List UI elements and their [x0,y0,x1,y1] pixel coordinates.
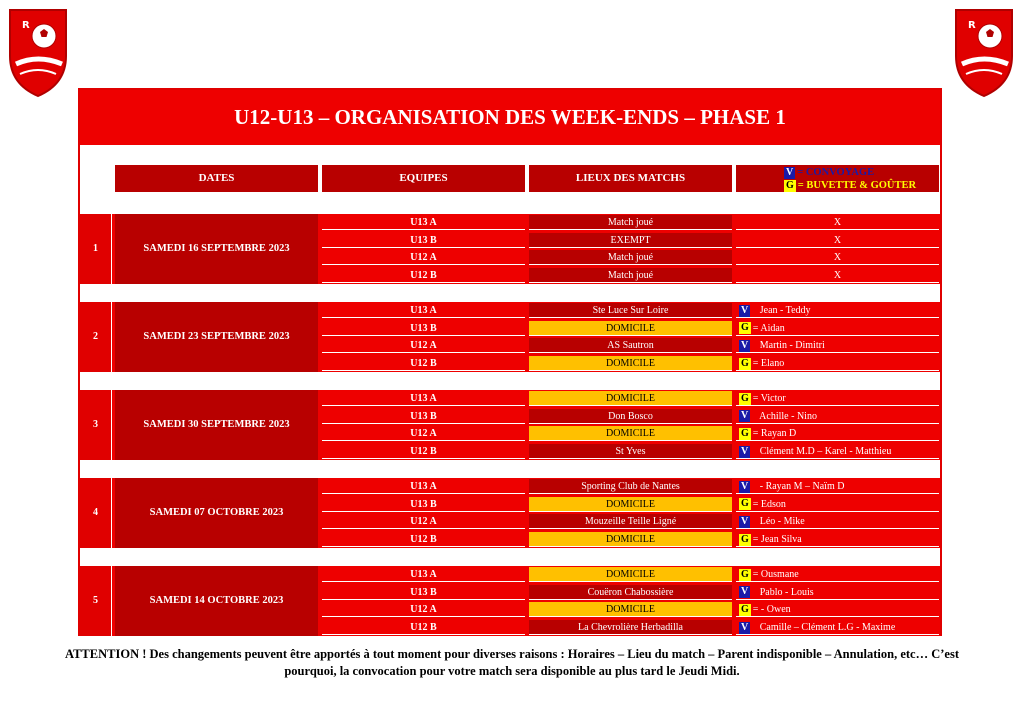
match-location-cell: La Chevrolière Herbadilla [529,620,732,635]
team-cell: U12 B [322,268,525,283]
match-location-cell: DOMICILE [529,356,732,371]
v-badge: V [741,445,749,457]
assignment-cell [736,303,939,318]
attention-note: ATTENTION ! Des changements peuvent être apportés à tout moment pour diverses raisons : Horaires – Lieu du match – Parent indisponible – Annulation, etc… C’est pourquoi, la convocation pour votre match sera disponible au plus tard le Jeudi Midi. [65,647,959,678]
weekend-date: SAMEDI 30 SEPTEMBRE 2023 [115,390,318,460]
assignment-cell [736,444,939,459]
assignment-cell [736,602,939,617]
legend-convoyage [784,166,939,179]
weekend-date: SAMEDI 23 SEPTEMBRE 2023 [115,302,318,372]
team-cell: U13 B [322,585,525,600]
match-location-cell: Sporting Club de Nantes [529,479,732,494]
assignment-cell [736,479,939,494]
v-badge: V [741,480,749,492]
page-title: U12-U13 – ORGANISATION DES WEEK-ENDS – PHASE 1 [80,90,940,146]
weekend-date: SAMEDI 16 SEPTEMBRE 2023 [115,214,318,284]
assignment-text: Achille - Nino [752,410,817,422]
team-cell: U12 A [322,250,525,265]
v-badge: V [741,304,749,316]
g-badge: G [741,498,749,510]
weekend-number: 1 [80,214,112,284]
team-cell: U12 A [322,514,525,529]
g-badge: G [741,533,749,545]
match-location-cell: DOMICILE [529,391,732,406]
team-cell: U12 B [322,356,525,371]
schedule-table [78,88,942,636]
match-location-cell: DOMICILE [529,497,732,512]
assignment-text: = Jean Silva [752,533,802,545]
weekend-number: 5 [80,566,112,636]
match-location-cell: Mouzeille Teille Ligné [529,514,732,529]
match-location-cell: DOMICILE [529,321,732,336]
v-badge: V [741,515,749,527]
team-cell: U13 A [322,479,525,494]
assignment-text: Camille – Clément L.G - Maxime [752,621,896,633]
team-cell: U13 B [322,409,525,424]
assignment-text: = Victor [752,393,786,404]
v-badge: V [741,339,749,351]
match-location-cell: Match joué [529,250,732,265]
match-location-cell: DOMICILE [529,426,732,441]
header-equipes: EQUIPES [322,165,525,192]
assignment-cell [736,514,939,529]
assignment-cell [736,567,939,582]
assignment-text: X [833,217,842,228]
svg-text:R: R [22,20,30,31]
match-location-cell: St Yves [529,444,732,459]
assignment-text: Clément M.D – Karel - Matthieu [752,445,892,457]
v-badge: V [741,621,749,633]
weekend-number: 3 [80,390,112,460]
legend-g-text: = BUVETTE & GOÛTER [797,180,917,191]
v-badge: V [741,410,749,422]
assignment-text: = Edson [752,498,786,510]
assignment-text: X [833,269,842,281]
assignment-text: = Elano [752,357,785,369]
assignment-cell [736,356,939,371]
weekend-date: SAMEDI 07 OCTOBRE 2023 [115,478,318,548]
svg-text:R: R [968,20,976,31]
assignment-text: Martin - Dimitri [752,340,825,352]
assignment-cell [736,338,939,353]
assignment-text: - Rayan M – Naïm D [752,481,845,492]
g-badge: G [741,357,749,369]
team-cell: U12 A [322,338,525,353]
match-location-cell: EXEMPT [529,233,732,248]
team-cell: U12 B [322,620,525,635]
assignment-cell [736,268,939,283]
g-badge: G [741,568,749,580]
legend-buvette [784,179,939,192]
assignment-cell [736,409,939,424]
assignment-text: Jean - Teddy [752,305,811,316]
legend-v-text: = CONVOYAGE [797,167,875,178]
header-legend [736,165,939,192]
g-badge: G [741,392,749,404]
team-cell: U13 B [322,233,525,248]
match-location-cell: AS Sautron [529,338,732,353]
match-location-cell: DOMICILE [529,602,732,617]
assignment-cell [736,585,939,600]
assignment-cell [736,620,939,635]
match-location-cell: DOMICILE [529,532,732,547]
club-crest-icon [950,6,1018,98]
team-cell: U12 A [322,602,525,617]
match-location-cell: Ste Luce Sur Loire [529,303,732,318]
assignment-cell [736,497,939,512]
weekend-date: SAMEDI 14 OCTOBRE 2023 [115,566,318,636]
match-location-cell: Couëron Chabossière [529,585,732,600]
team-cell: U12 B [322,532,525,547]
club-crest-icon [4,6,72,98]
assignment-cell [736,321,939,336]
g-badge: G [741,427,749,439]
team-cell: U13 A [322,391,525,406]
team-cell: U13 A [322,567,525,582]
team-cell: U12 A [322,426,525,441]
team-cell: U13 B [322,497,525,512]
match-location-cell: Don Bosco [529,409,732,424]
match-location-cell: DOMICILE [529,567,732,582]
g-badge: G [786,179,794,191]
assignment-text: X [833,234,842,246]
assignment-cell [736,250,939,265]
team-cell: U12 B [322,444,525,459]
header-lieux: LIEUX DES MATCHS [529,165,732,192]
assignment-text: Pablo - Louis [752,586,814,598]
g-badge: G [741,603,749,615]
team-cell: U13 A [322,215,525,230]
assignment-text: = Ousmane [752,569,799,580]
team-cell: U13 B [322,321,525,336]
weekend-number: 4 [80,478,112,548]
match-location-cell: Match joué [529,268,732,283]
v-badge: V [741,586,749,598]
assignment-cell [736,426,939,441]
assignment-cell [736,391,939,406]
v-badge: V [786,166,794,178]
assignment-text: X [833,252,842,264]
assignment-text: = - Owen [752,604,791,616]
assignment-text: = Rayan D [752,428,797,440]
assignment-cell [736,233,939,248]
assignment-text: Léo - Mike [752,516,805,528]
g-badge: G [741,322,749,334]
team-cell: U13 A [322,303,525,318]
assignment-text: = Aidan [752,322,785,334]
header-dates: DATES [115,165,318,192]
assignment-cell [736,215,939,230]
match-location-cell: Match joué [529,215,732,230]
assignment-cell [736,532,939,547]
weekend-number: 2 [80,302,112,372]
